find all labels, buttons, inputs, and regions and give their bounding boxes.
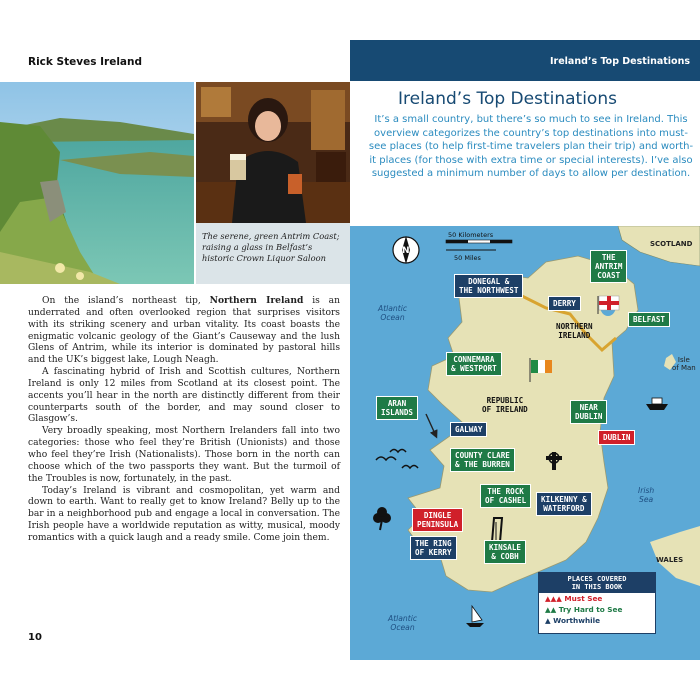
scotland-label: SCOTLAND <box>650 240 693 248</box>
dest-aran-islands[interactable]: ARAN ISLANDS <box>376 396 418 420</box>
paragraph: Today’s Ireland is vibrant and cosmopolitan, yet warm and down to earth. Want to really get to know Ireland? Belly up to the bar in a neighborhood pub and engage a local in conversation. The Irish people have a worldwide reputation as witty, musical, moody romantics with a quick laugh and a ready smile. Come join them. <box>28 485 340 543</box>
dest-dingle[interactable]: DINGLE PENINSULA <box>412 508 463 532</box>
atlantic-ocean-south: Atlantic Ocean <box>388 614 418 632</box>
scale-km-label: 50 Kilometers <box>448 231 494 239</box>
page-title: Ireland’s Top Destinations <box>398 89 617 109</box>
ferry-icon <box>646 398 668 410</box>
crown-saloon-photo <box>196 82 350 223</box>
svg-text:N: N <box>402 246 410 256</box>
dest-ring-of-kerry[interactable]: THE RING OF KERRY <box>410 536 457 560</box>
running-head-right: Ireland’s Top Destinations <box>549 56 690 67</box>
seagull-icon <box>376 450 418 469</box>
legend-try-hard: ▲▲ Try Hard to See <box>545 605 623 614</box>
antrim-coast-photo <box>0 82 194 284</box>
dest-near-dublin[interactable]: NEAR DUBLIN <box>570 400 607 424</box>
page-number: 10 <box>28 632 42 643</box>
legend-title: PLACES COVERED IN THIS BOOK <box>539 573 655 593</box>
paragraph: On the island’s northeast tip, Northern Ireland is an underrated and often overlooked region that surprises visitors with its striking scenery and urban vitality. Its coast boasts the enigmatic volcanic geology of the Giant’s Causeway and the lush Glens of Antrim, while its interior is dominated by pastoral hills and the UK’s biggest lake, Lough Neagh. <box>28 295 340 366</box>
map-legend <box>538 572 656 634</box>
dest-derry[interactable]: DERRY <box>548 296 581 311</box>
ireland-map <box>350 226 700 660</box>
wales-label: WALES <box>656 556 684 564</box>
dest-rock-of-cashel[interactable]: THE ROCK OF CASHEL <box>480 484 531 508</box>
northern-ireland-label: NORTHERN IRELAND <box>556 322 593 340</box>
legend-worthwhile: ▲ Worthwhile <box>545 616 601 625</box>
irish-sea-label: Irish Sea <box>638 486 655 504</box>
scale-mi-label: 50 Miles <box>454 254 481 262</box>
shamrock-icon <box>373 507 391 530</box>
isle-of-man-label: Isle of Man <box>672 356 696 372</box>
dest-kilkenny[interactable]: KILKENNY & WATERFORD <box>536 492 592 516</box>
compass-icon <box>393 236 419 264</box>
scale-bar <box>446 240 512 250</box>
paragraph: Very broadly speaking, most Northern Irelanders fall into two categories: those who feel they’re British (Unionists) and those who feel they’re Irish (Nationalists). Those born in the north can choose which of the two passports they want. But the turmoil of the Troubles is now, fortunately, in the past. <box>28 426 340 484</box>
right-page <box>350 0 700 700</box>
dest-belfast[interactable]: BELFAST <box>628 312 670 327</box>
dest-antrim-coast[interactable]: THE ANTRIM COAST <box>590 250 627 283</box>
dest-dublin[interactable]: DUBLIN <box>598 430 635 445</box>
dest-donegal[interactable]: DONEGAL & THE NORTHWEST <box>454 274 523 298</box>
dest-connemara[interactable]: CONNEMARA & WESTPORT <box>446 352 502 376</box>
republic-label: REPUBLIC OF IRELAND <box>482 396 528 414</box>
sailboat-icon <box>466 606 484 627</box>
paragraph: A fascinating hybrid of Irish and Scottish cultures, Northern Ireland is only 12 miles from Scotland at its closest point. The accents you’ll hear in the north are distinctly different from their counterparts south of the border, and may sound closer to Glasgow’s. <box>28 367 340 425</box>
photo-caption: The serene, green Antrim Coast; raising a glass in Belfast’s historic Crown Liquor Saloon <box>196 223 350 284</box>
body-text <box>28 295 340 545</box>
dest-county-clare[interactable]: COUNTY CLARE & THE BURREN <box>450 448 515 472</box>
legend-must-see: ▲▲▲ Must See <box>545 594 603 603</box>
dest-kinsale[interactable]: KINSALE & COBH <box>484 540 526 564</box>
atlantic-ocean-north: Atlantic Ocean <box>378 304 408 322</box>
intro-text: It’s a small country, but there’s so much to see in Ireland. This overview categorizes the country’s top destinations into must-see places (to help first-time travelers plan their trip) and worth-it places (for those with extra time or special interests). I’ve also suggested a minimum number of days to allow per destination. <box>368 114 694 180</box>
dest-galway[interactable]: GALWAY <box>450 422 487 437</box>
running-head-left: Rick Steves Ireland <box>28 56 143 68</box>
